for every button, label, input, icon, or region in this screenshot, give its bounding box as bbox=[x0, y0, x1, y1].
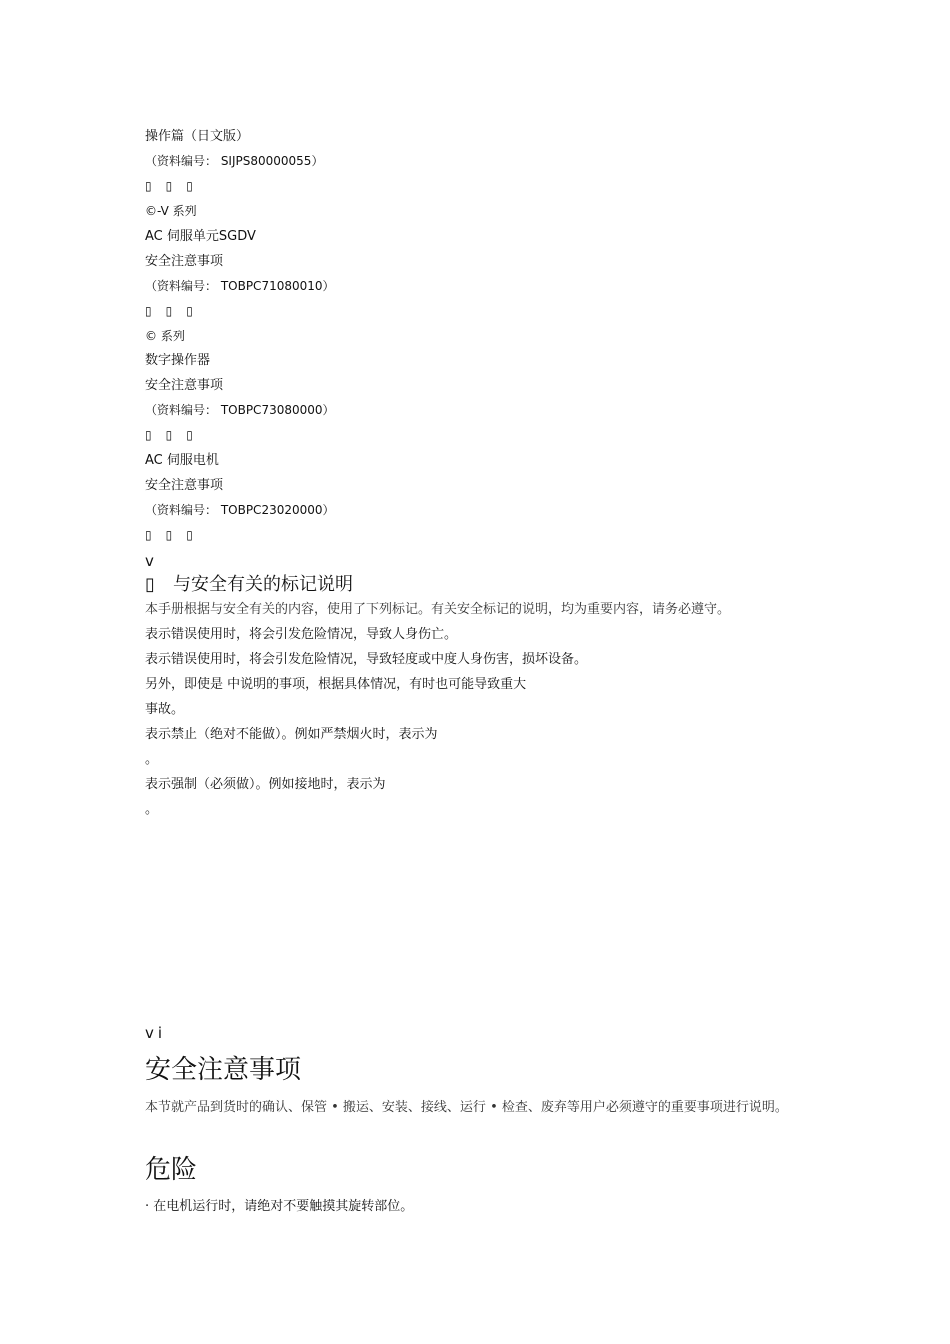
prohibit-end: 。 bbox=[145, 752, 159, 767]
page-number: v bbox=[145, 552, 154, 570]
caution-description: 表示错误使用时，将会引发危险情况，导致轻度或中度人身伤害，损坏设备。 bbox=[145, 652, 588, 667]
doc-list-line: 安全注意事项 bbox=[145, 478, 224, 493]
doc-list-line: （资料编号： TOBPC71080010） bbox=[145, 279, 335, 293]
page-number: vi bbox=[145, 1024, 167, 1042]
doc-list-line: （资料编号： TOBPC23020000） bbox=[145, 503, 335, 517]
doc-list-line: AC 伺服单元SGDV bbox=[145, 229, 256, 244]
doc-list-line: © 系列 bbox=[145, 329, 185, 343]
missing-glyph-icon: ▯ bbox=[186, 179, 207, 193]
missing-glyph-icon: ▯ bbox=[165, 179, 187, 193]
missing-glyph-icon: ▯ bbox=[145, 428, 166, 442]
doc-list-line: （资料编号： TOBPC73080000） bbox=[145, 403, 335, 417]
mandatory-end: 。 bbox=[145, 802, 159, 817]
doc-list-line: 操作篇（日文版） bbox=[145, 129, 250, 144]
doc-list-line bbox=[145, 527, 207, 543]
doc-list-line: 安全注意事项 bbox=[145, 378, 224, 393]
missing-glyph-icon: ▯ bbox=[165, 304, 187, 318]
missing-glyph-icon: ▯ bbox=[186, 428, 207, 442]
missing-glyph-icon: ▯ bbox=[145, 179, 166, 193]
doc-list-line: 安全注意事项 bbox=[145, 254, 224, 269]
doc-list-line bbox=[145, 303, 207, 319]
doc-list-line: ©-V 系列 bbox=[145, 204, 197, 218]
section-intro: 本节就产品到货时的确认、保管 • 搬运、安装、接线、运行 • 检查、废弃等用户必须遵守的重要事项进行说明。 bbox=[145, 1100, 788, 1115]
missing-glyph-icon: ▯ bbox=[145, 528, 166, 542]
doc-list-line: （资料编号： SIJPS80000055） bbox=[145, 154, 324, 168]
missing-glyph-icon: ▯ bbox=[186, 304, 207, 318]
caution-note: 事故。 bbox=[145, 702, 185, 717]
caution-note: 另外，即使是 中说明的事项，根据具体情况，有时也可能导致重大 bbox=[145, 677, 527, 692]
mandatory-description: 表示强制（必须做）。例如接地时，表示为 bbox=[145, 777, 386, 792]
missing-glyph-icon: ▯ bbox=[145, 304, 166, 318]
missing-glyph-icon: ▯ bbox=[186, 528, 207, 542]
section-title: 安全注意事项 bbox=[145, 1055, 302, 1085]
section-heading bbox=[145, 573, 353, 597]
doc-list-line: 数字操作器 bbox=[145, 353, 211, 368]
section-intro: 本手册根据与安全有关的内容，使用了下列标记。有关安全标记的说明，均为重要内容，请务必遵守。 bbox=[145, 602, 731, 617]
danger-title: 危险 bbox=[145, 1155, 198, 1185]
doc-list-line bbox=[145, 427, 207, 443]
missing-glyph-icon: ▯ bbox=[165, 428, 187, 442]
missing-glyph-icon: ▯ bbox=[165, 528, 187, 542]
bullet-item: · 在电机运行时，请绝对不要触摸其旋转部位。 bbox=[145, 1199, 414, 1214]
prohibit-description: 表示禁止（绝对不能做）。例如严禁烟火时，表示为 bbox=[145, 727, 438, 742]
doc-list-line: AC 伺服电机 bbox=[145, 453, 219, 468]
danger-description: 表示错误使用时，将会引发危险情况，导致人身伤亡。 bbox=[145, 627, 458, 642]
section-heading-text: 与安全有关的标记说明 bbox=[173, 574, 353, 595]
doc-list-line bbox=[145, 178, 207, 194]
missing-glyph-icon: ▯ bbox=[145, 574, 155, 595]
